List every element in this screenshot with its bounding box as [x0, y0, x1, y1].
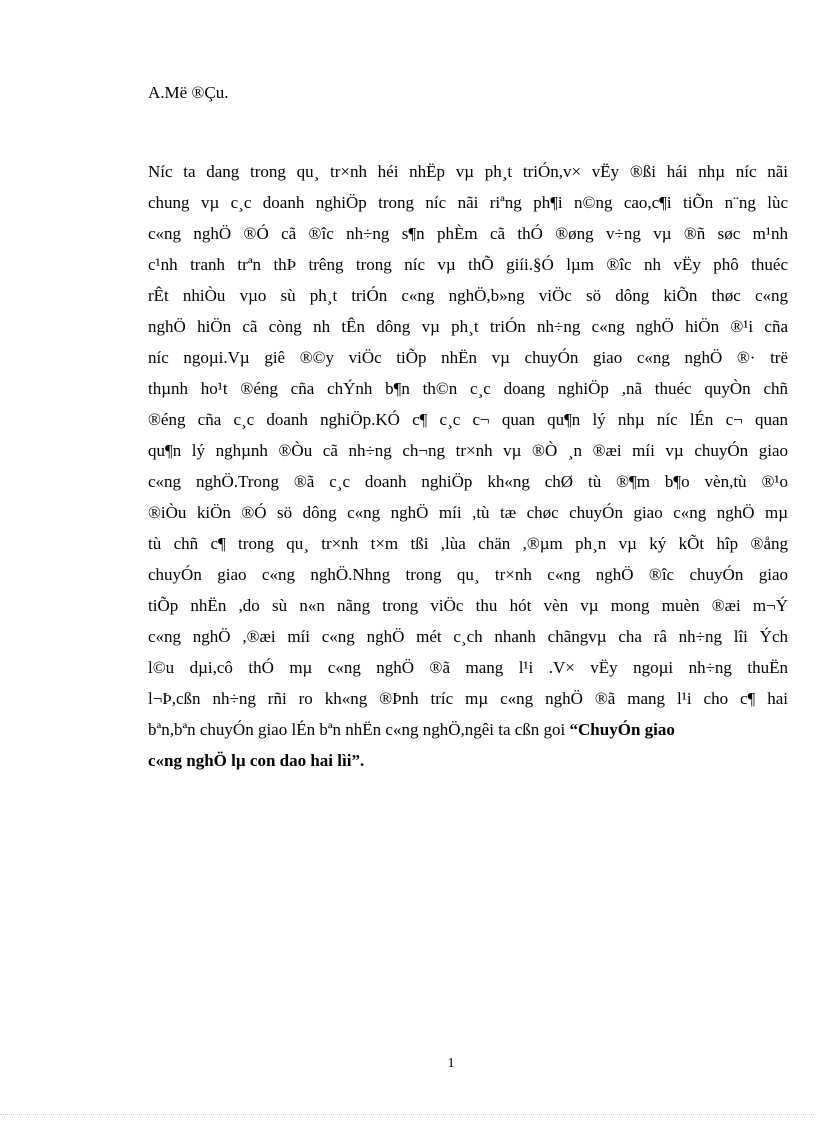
- body-line: chuyÓn giao c«ng nghÖ.Nhng trong qu¸ tr×nh c«ng nghÖ ®îc chuyÓn giao: [148, 565, 788, 584]
- body-line: qu¶n lý nghµnh ®Òu cã nh÷ng ch¬ng tr×nh vµ ®Ò ¸n ®æi míi vµ chuyÓn giao: [148, 441, 788, 460]
- body-line: c«ng nghÖ.Trong ®ã c¸c doanh nghiÖp kh«ng chØ tù ®¶m b¶o vèn,tù ®¹o: [148, 472, 788, 491]
- body-line: tiÕp nhËn ,do sù n«n nãng trong viÖc thu hót vèn vµ mong muèn ®æi m¬Ý: [148, 596, 788, 615]
- body-line: ®éng cña c¸c doanh nghiÖp.KÓ c¶ c¸c c¬ quan qu¶n lý nhµ níc lÉn c¬ quan: [148, 410, 788, 429]
- quote-bold-start: “ChuyÓn giao: [569, 720, 675, 739]
- quote-bold-end: c«ng nghÖ lµ con dao hai lìi”.: [148, 751, 365, 770]
- body-line: chung vµ c¸c doanh nghiÖp trong níc nãi riªng ph¶i n©ng cao,c¶i tiÕn n¨ng lùc: [148, 193, 788, 212]
- body-line: ®iÒu kiÖn ®Ó sö dông c«ng nghÖ míi ,tù tæ chøc chuyÓn giao c«ng nghÖ mµ: [148, 503, 788, 522]
- body-line: c«ng nghÖ ,®æi míi c«ng nghÖ mét c¸ch nhanh chãngvµ cha râ nh÷ng lîi Ých: [148, 627, 788, 646]
- body-line: rÊt nhiÒu vµo sù ph¸t triÓn c«ng nghÖ,b»ng viÖc sö dông kiÕn thøc c«ng: [148, 286, 788, 305]
- body-line-text: bªn,bªn chuyÓn giao lÉn bªn nhËn c«ng nghÖ,ngêi ta cßn goi: [148, 720, 570, 739]
- section-heading: A.Më ®Çu.: [148, 83, 229, 102]
- body-text: [148, 156, 788, 776]
- body-line: l¬Þ,cßn nh÷ng rñi ro kh«ng ®Þnh tríc mµ c«ng nghÖ ®ã mang l¹i cho c¶ hai: [148, 689, 788, 708]
- body-line: tù chñ c¶ trong qu¸ tr×nh t×m tßi ,lùa chän ,®µm ph¸n vµ ký kÕt hîp ®ång: [148, 534, 788, 553]
- page-bottom-divider: [0, 1114, 816, 1115]
- body-line: Níc ta dang trong qu¸ tr×nh héi nhËp vµ ph¸t triÓn,v× vËy ®ßi hái nhµ níc nãi: [148, 162, 788, 181]
- body-line-with-quote: [148, 714, 788, 745]
- body-line: níc ngoµi.Vµ giê ®©y viÖc tiÕp nhËn vµ chuyÓn giao c«ng nghÖ ®· trë: [148, 348, 788, 367]
- body-line: nghÖ hiÖn cã còng nh tÊn dông vµ ph¸t triÓn nh÷ng c«ng nghÖ hiÖn ®¹i cña: [148, 317, 788, 336]
- body-line: thµnh ho¹t ®éng cña chÝnh b¶n th©n c¸c doang nghiÖp ,nã thuéc quyÒn chñ: [148, 379, 788, 398]
- body-line: c«ng nghÖ ®Ó cã ®îc nh÷ng s¶n phÈm cã thÓ ®øng v÷ng vµ ®ñ søc m¹nh: [148, 224, 788, 243]
- body-line: l©u dµi,cô thÓ mµ c«ng nghÖ ®ã mang l¹i .V× vËy ngoµi nh÷ng thuËn: [148, 658, 788, 677]
- page-number: 1: [447, 1056, 455, 1071]
- body-line: c¹nh tranh trªn thÞ trêng trong níc vµ thÕ giíi.§Ó lµm ®îc nh vËy phô thuéc: [148, 255, 788, 274]
